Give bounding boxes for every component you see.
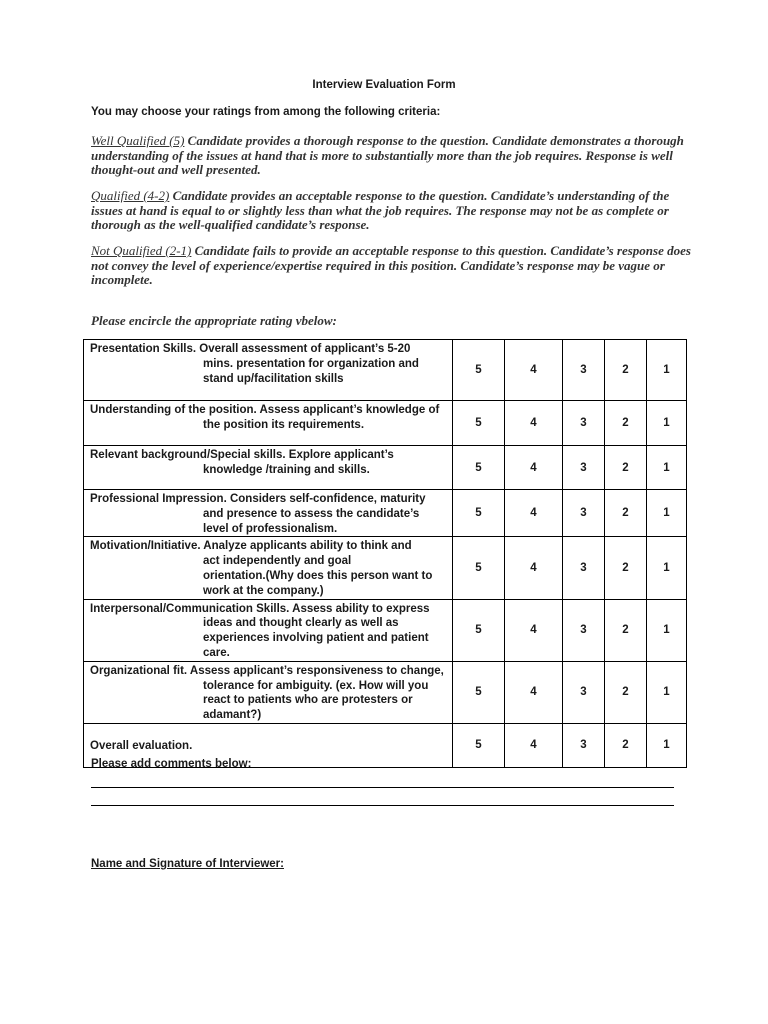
rating-option[interactable]: 1 (647, 537, 687, 599)
rating-option[interactable]: 1 (647, 661, 687, 723)
rating-option[interactable]: 4 (505, 340, 563, 401)
rating-option[interactable]: 5 (453, 401, 505, 446)
rating-option[interactable]: 1 (647, 340, 687, 401)
rating-instruction: Please encircle the appropriate rating vbelow: (91, 313, 337, 328)
rating-option[interactable]: 3 (563, 340, 605, 401)
criterion-line: adamant?) (203, 709, 262, 722)
rating-option[interactable]: 3 (563, 537, 605, 599)
criterion-line: tolerance for ambiguity. (ex. How will you (203, 679, 429, 692)
criterion-line: work at the company.) (203, 584, 324, 597)
criterion-description (84, 340, 453, 401)
criterion-line: the position its requirements. (203, 418, 365, 431)
rating-option[interactable]: 2 (605, 446, 647, 490)
criterion-label: Qualified (4-2) (91, 188, 170, 203)
criterion-text: Candidate provides a thorough response to the question. Candidate demonstrates a thorough understanding of the issues at hand that is more to substantially more than the job requires. Response is well thought-out and well presented. (91, 133, 684, 177)
rating-row (84, 401, 687, 446)
criterion-line: mins. presentation for organization and (203, 357, 419, 370)
criterion-not-qualified (91, 244, 691, 288)
criterion-label: Well Qualified (5) (91, 133, 185, 148)
criterion-line: Relevant background/Special skills. Explore applicant’s (90, 449, 394, 461)
criterion-line: Motivation/Initiative. Analyze applicants ability to think and (90, 540, 412, 553)
rating-option[interactable]: 5 (453, 446, 505, 490)
rating-option[interactable]: 3 (563, 401, 605, 446)
rating-option[interactable]: 4 (505, 490, 563, 537)
criterion-line: Professional Impression. Considers self-confidence, maturity (90, 493, 426, 505)
rating-option[interactable]: 3 (563, 599, 605, 661)
criterion-description (84, 661, 453, 723)
criteria-intro: You may choose your ratings from among the following criteria: (91, 106, 441, 118)
criterion-line: ideas and thought clearly as well as (203, 617, 399, 630)
rating-option[interactable]: 2 (605, 661, 647, 723)
rating-option[interactable]: 3 (563, 723, 605, 767)
criterion-line: act independently and goal (203, 555, 352, 568)
criterion-line: knowledge /training and skills. (203, 463, 370, 476)
rating-table (83, 339, 687, 768)
rating-option[interactable]: 5 (453, 490, 505, 537)
rating-option[interactable]: 4 (505, 661, 563, 723)
signature-label: Name and Signature of Interviewer: (91, 858, 284, 870)
rating-option[interactable]: 1 (647, 490, 687, 537)
rating-option[interactable]: 3 (563, 661, 605, 723)
criterion-description (84, 537, 453, 599)
criterion-description (84, 599, 453, 661)
rating-row (84, 599, 687, 661)
rating-option[interactable]: 2 (605, 490, 647, 537)
criterion-line: Presentation Skills. Overall assessment of applicant’s 5-20 (90, 343, 411, 355)
rating-option[interactable]: 2 (605, 401, 647, 446)
rating-row (84, 537, 687, 599)
comment-line[interactable] (91, 787, 674, 788)
rating-option[interactable]: 1 (647, 401, 687, 446)
rating-option[interactable]: 1 (647, 599, 687, 661)
criterion-well-qualified (91, 134, 691, 178)
rating-option[interactable]: 4 (505, 723, 563, 767)
comment-line[interactable] (91, 805, 674, 806)
criterion-line: Understanding of the position. Assess applicant’s knowledge of (90, 404, 440, 416)
form-title: Interview Evaluation Form (312, 79, 456, 91)
criterion-line: and presence to assess the candidate’s (203, 507, 420, 520)
rating-row (84, 661, 687, 723)
criterion-text: Candidate provides an acceptable response to the question. Candidate’s understanding of the issues at hand is equal to or slightly less than what the job requires. The response may not be as complete or thorough as the well-qualified candidate’s response. (91, 188, 670, 232)
rating-option[interactable]: 4 (505, 599, 563, 661)
rating-row (84, 340, 687, 401)
rating-option[interactable]: 1 (647, 723, 687, 767)
rating-row (84, 446, 687, 490)
criterion-qualified (91, 189, 691, 233)
criterion-line: orientation.(Why does this person want to (203, 569, 433, 582)
criterion-description (84, 446, 453, 490)
rating-option[interactable]: 5 (453, 340, 505, 401)
rating-option[interactable]: 2 (605, 340, 647, 401)
rating-option[interactable]: 4 (505, 401, 563, 446)
rating-option[interactable]: 1 (647, 446, 687, 490)
rating-option[interactable]: 4 (505, 537, 563, 599)
rating-option[interactable]: 2 (605, 537, 647, 599)
criterion-line: care. (203, 646, 230, 659)
criterion-label: Not Qualified (2-1) (91, 243, 192, 258)
comments-label: Please add comments below: (91, 758, 252, 770)
rating-option[interactable]: 2 (605, 723, 647, 767)
criterion-line: Organizational fit. Assess applicant’s responsiveness to change, (90, 664, 444, 677)
criterion-description (84, 490, 453, 537)
criterion-line: experiences involving patient and patient (203, 632, 429, 645)
rating-option[interactable]: 5 (453, 661, 505, 723)
criterion-line: react to patients who are protesters or (203, 694, 413, 707)
rating-option[interactable]: 3 (563, 446, 605, 490)
criterion-description (84, 401, 453, 446)
rating-option[interactable]: 2 (605, 599, 647, 661)
rating-row (84, 490, 687, 537)
criterion-line: Interpersonal/Communication Skills. Assess ability to express (90, 602, 430, 615)
criterion-line: Overall evaluation. (90, 740, 193, 753)
criterion-text: Candidate fails to provide an acceptable response to this question. Candidate’s response does not convey the level of experience/expertise required in this position. Candidate’s response may be vague or incomplete. (91, 243, 691, 287)
criterion-line: level of professionalism. (203, 522, 338, 535)
criterion-line: stand up/facilitation skills (203, 372, 344, 385)
rating-option[interactable]: 5 (453, 537, 505, 599)
rating-option[interactable]: 5 (453, 723, 505, 767)
rating-option[interactable]: 3 (563, 490, 605, 537)
rating-option[interactable]: 5 (453, 599, 505, 661)
rating-option[interactable]: 4 (505, 446, 563, 490)
